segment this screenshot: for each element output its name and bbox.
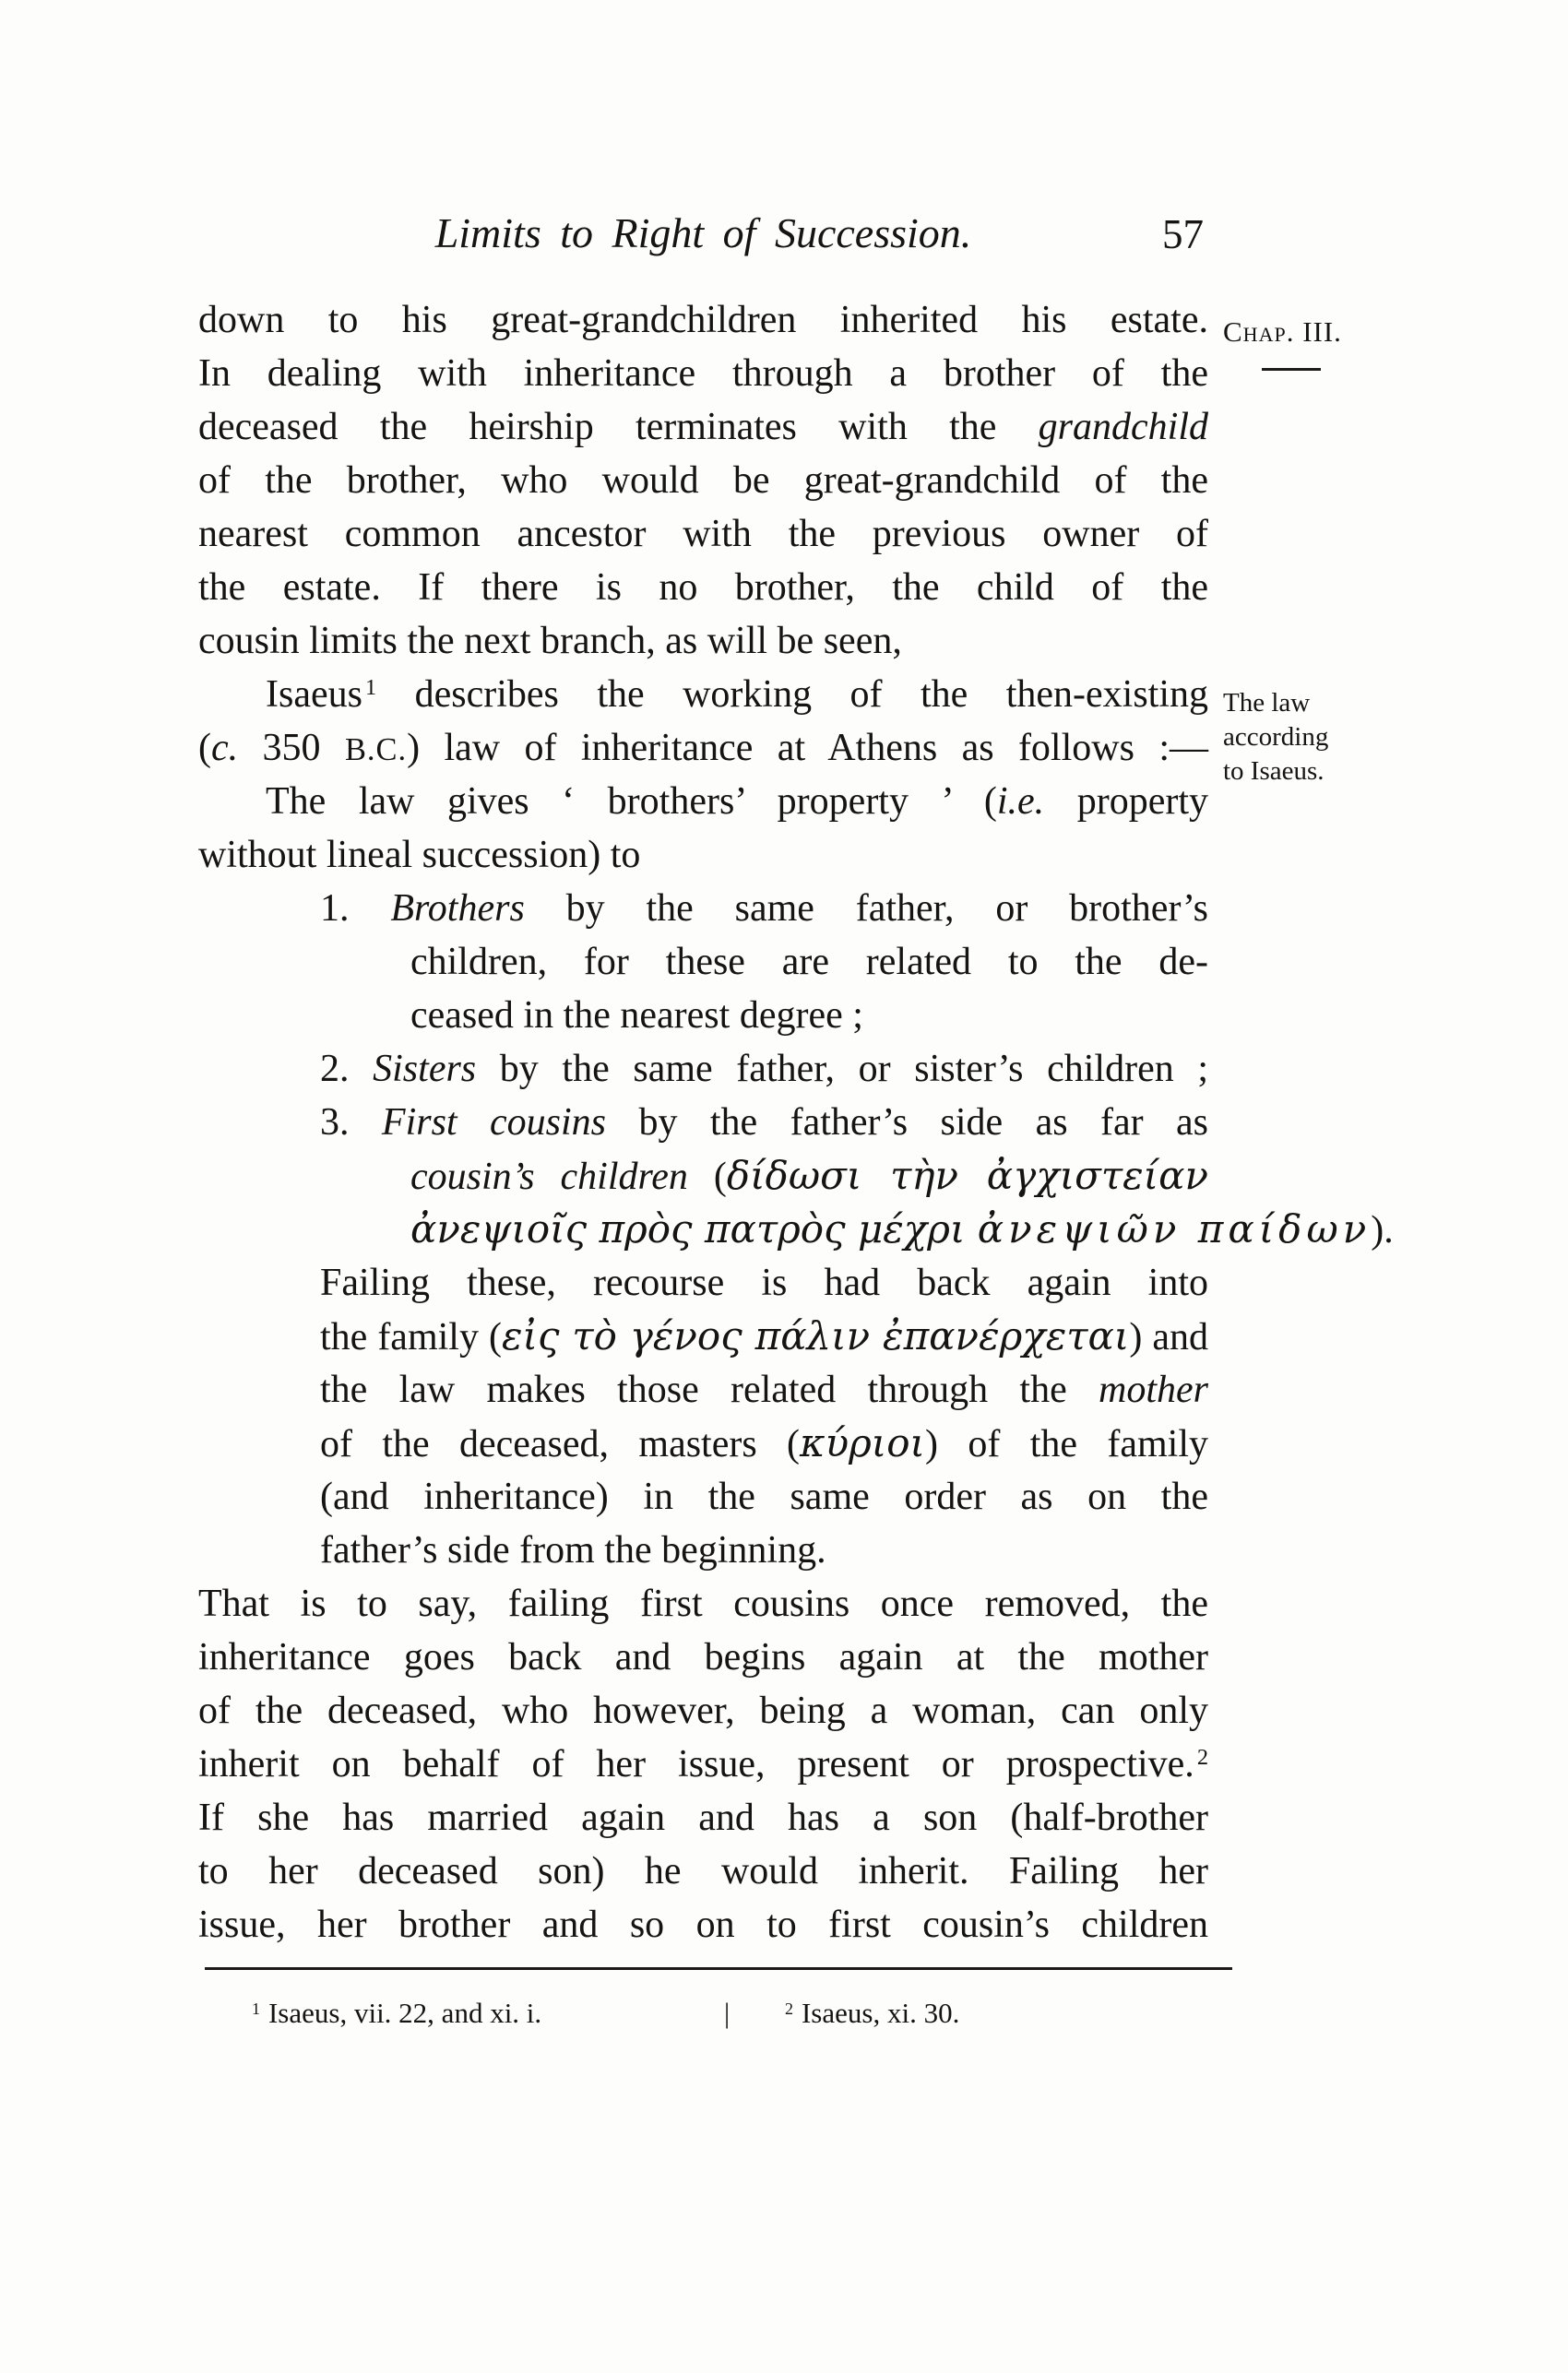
text-segment: the family (: [320, 1316, 502, 1359]
text-segment: ).: [1371, 1209, 1394, 1252]
body-line: [198, 1738, 1208, 1791]
body-line: (and inheritance) in the same order as on the: [320, 1476, 1208, 1518]
body-line: without lineal succession) to: [198, 834, 641, 876]
footnote-ref: 1: [364, 674, 377, 700]
margin-note-line: The law: [1223, 688, 1311, 718]
list-item-line: [198, 882, 1208, 935]
margin-note-line: according: [1223, 722, 1329, 752]
footnote-text: Isaeus, vii. 22, and xi. i.: [267, 1997, 542, 2029]
body-line: issue, her brother and so on to first cousin’s children: [198, 1904, 1208, 1946]
italic-term: Brothers: [390, 887, 525, 930]
footnote-number: 2: [785, 1999, 793, 2019]
body-line: [198, 775, 1208, 828]
text-segment: by the father’s side as far as: [606, 1101, 1208, 1144]
body-line: [198, 1149, 1208, 1203]
body-line: [198, 721, 1208, 775]
italic-term: i.e.: [996, 780, 1045, 823]
italic-term: First cousins: [381, 1101, 607, 1144]
greek-phrase-spaced: ἀνεψιῶν παίδων: [977, 1206, 1372, 1252]
italic-term: c.: [211, 727, 239, 769]
text-segment: describes the working of the then-existing: [376, 673, 1208, 716]
body-line: If she has married again and has a son (half-brother: [198, 1797, 1208, 1839]
footnote-ref: 2: [1196, 1744, 1208, 1770]
text-segment: property: [1044, 780, 1208, 823]
greek-phrase: δίδωσι τὴν ἀγχιστείαν: [726, 1153, 1208, 1198]
footnotes: [198, 1997, 1259, 2052]
text-segment: ) of the family: [925, 1423, 1208, 1465]
italic-term: mother: [1099, 1369, 1208, 1411]
body-line: the estate. If there is no brother, the child of the: [198, 566, 1208, 609]
body-line: That is to say, failing first cousins once removed, the: [198, 1583, 1208, 1625]
list-item-line: [198, 1096, 1208, 1149]
italic-term: Sisters: [373, 1048, 477, 1090]
body-line: [198, 1363, 1208, 1417]
text-segment: ) law of inheritance at Athens as follows :—: [407, 727, 1208, 769]
body-line: [198, 1417, 1208, 1470]
text-segment: (: [198, 727, 211, 769]
italic-term: grandchild: [1038, 406, 1208, 448]
footnote-number: 1: [252, 1999, 260, 2019]
body-line: cousin limits the next branch, as will be seen,: [198, 620, 902, 662]
running-head-title: Limits to Right of Succession.: [434, 209, 972, 256]
body-line: of the brother, who would be great-grandchild of the: [198, 459, 1208, 502]
margin-side-note: [1223, 686, 1328, 789]
body-line: of the deceased, who however, being a woman, can only: [198, 1690, 1208, 1732]
list-number: 1.: [320, 887, 391, 930]
margin-chapter-label: Chap. III.: [1223, 315, 1342, 348]
list-number: 3.: [320, 1101, 382, 1144]
body-line: father’s side from the beginning.: [320, 1529, 826, 1572]
text-segment: the law makes those related through the: [320, 1369, 1099, 1411]
list-number: 2.: [320, 1048, 374, 1090]
text-segment: (: [687, 1156, 727, 1198]
text-segment: ) and: [1129, 1316, 1208, 1359]
greek-phrase: εἰς τὸ γένος πάλιν ἐπανέρχεται: [501, 1313, 1130, 1359]
body-line: In dealing with inheritance through a brother of the: [198, 352, 1208, 395]
body-line: [198, 1203, 1394, 1256]
text-segment: inherit on behalf of her issue, present or prospective.: [198, 1743, 1194, 1786]
footnote-divider-rule: [205, 1967, 1232, 1970]
body-line: children, for these are related to the de-: [410, 941, 1208, 983]
italic-term: cousin’s children: [410, 1156, 688, 1198]
greek-phrase: ἀνεψιοῖς πρὸς πατρὸς μέχρι: [410, 1206, 978, 1252]
text-segment: by the same father, or brother’s: [524, 887, 1208, 930]
page-number: 57: [1162, 211, 1204, 257]
body-line: inheritance goes back and begins again at the mother: [198, 1636, 1208, 1679]
body-line: [198, 400, 1208, 454]
body-line: ceased in the nearest degree ;: [410, 994, 863, 1037]
body-line: [198, 1310, 1208, 1363]
small-caps-era: B.C.: [344, 732, 408, 767]
text-segment: The law gives ‘ brothers’ property ’ (: [266, 780, 997, 823]
footnote-separator: |: [724, 1997, 731, 2029]
body-line: to her deceased son) he would inherit. Failing her: [198, 1850, 1208, 1892]
text-segment: deceased the heirship terminates with the: [198, 406, 1039, 448]
body-line: [198, 668, 1208, 721]
footnote-text: Isaeus, xi. 30.: [801, 1997, 960, 2029]
greek-phrase: κύριοι: [800, 1420, 926, 1465]
body-line: nearest common ancestor with the previous owner of: [198, 513, 1208, 555]
chapter-divider-rule: [1262, 368, 1321, 371]
text-segment: Isaeus: [266, 673, 362, 716]
margin-note-line: to Isaeus.: [1223, 756, 1324, 786]
body-line: down to his great-grandchildren inherited his estate.: [198, 299, 1208, 341]
body-line: Failing these, recourse is had back again into: [320, 1262, 1208, 1304]
footnote-1: [252, 1997, 541, 2030]
list-item-line: [198, 1042, 1208, 1096]
text-segment: by the same father, or sister’s children ;: [476, 1048, 1209, 1090]
text-segment: of the deceased, masters (: [320, 1423, 801, 1465]
text-segment: 350: [238, 727, 345, 769]
footnote-2: [785, 1997, 959, 2030]
